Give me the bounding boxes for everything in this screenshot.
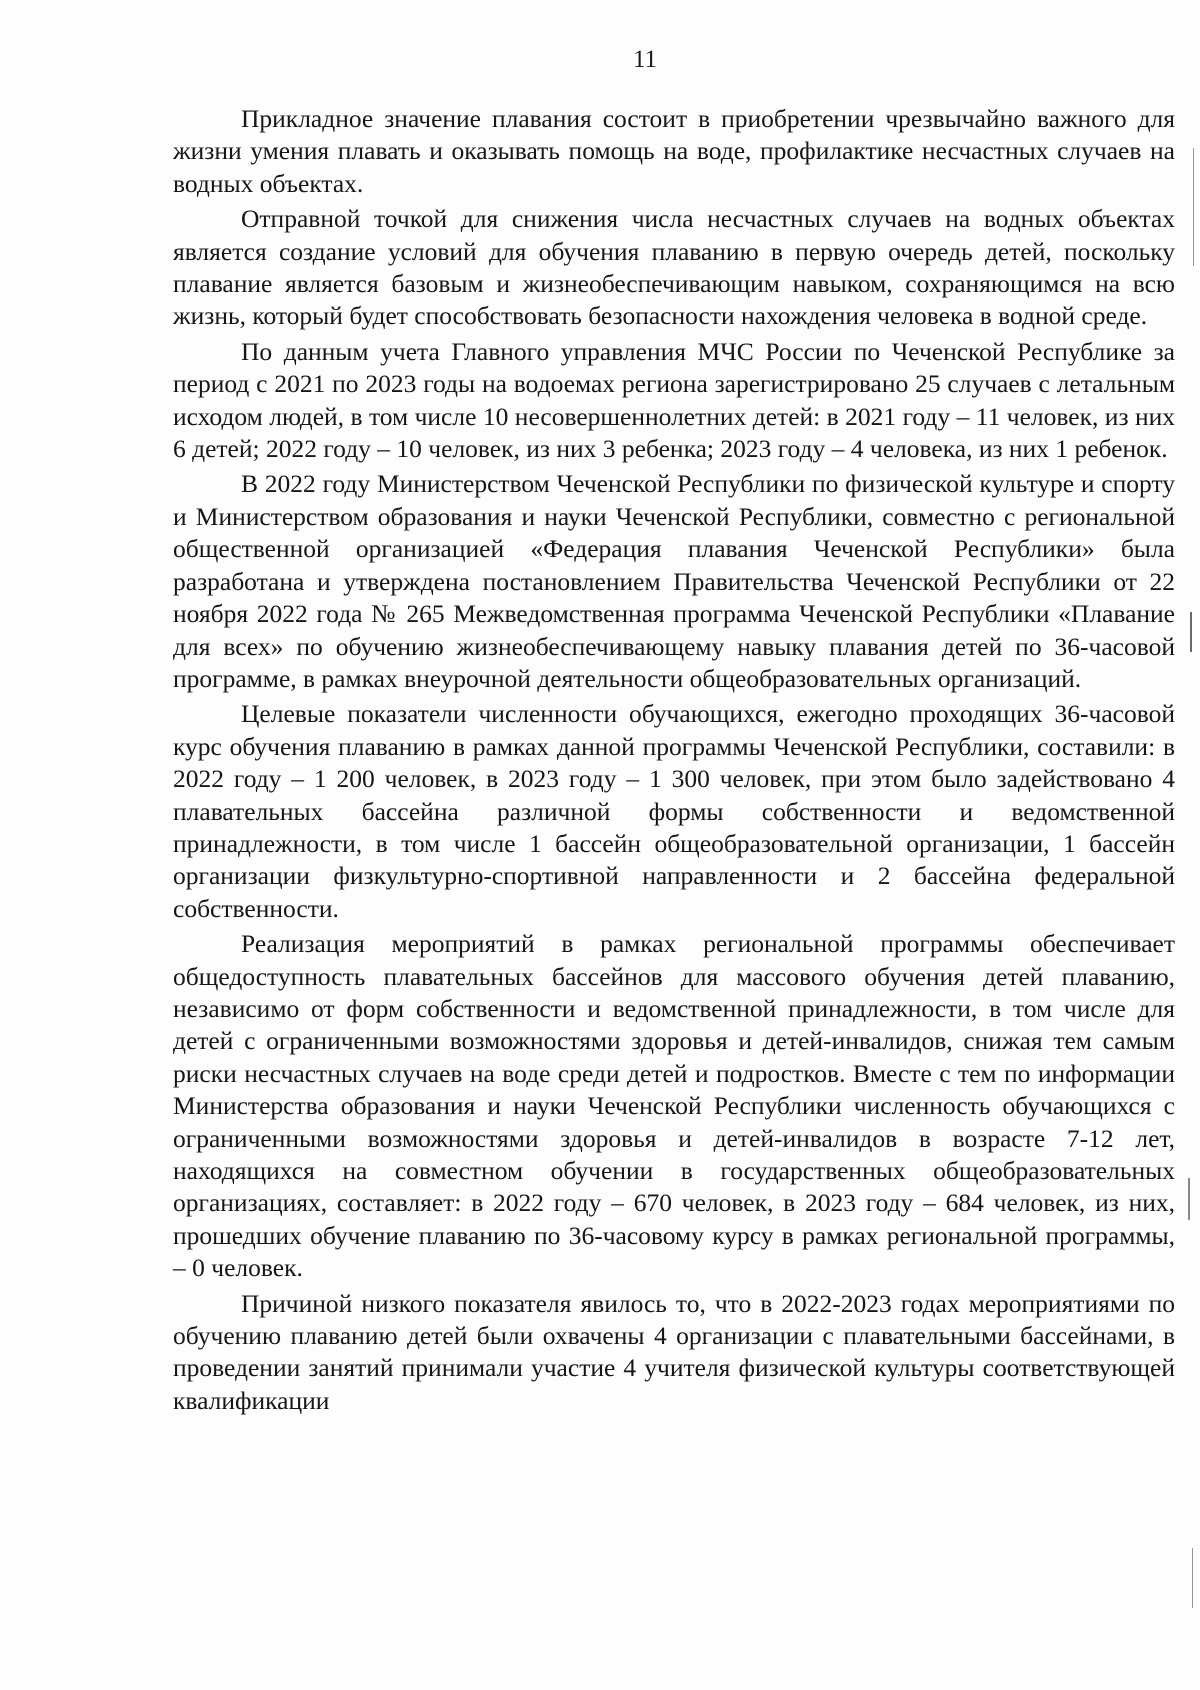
scan-artifact-line	[1193, 148, 1194, 266]
paragraph-applied-value: Прикладное значение плавания состоит в приобретении чрезвычайно важного для жизни умения плавать и оказывать помощь на воде, профилактике несчастных случаев на водных объектах.	[173, 104, 1175, 198]
page-number: 11	[632, 46, 658, 73]
paragraph-starting-point: Отправной точкой для снижения числа несчастных случаев на водных объектах является создание условий для обучения плаванию в первую очередь детей, поскольку плавание является базовым и жизнеобеспечивающим навыком, сохраняющимся на всю жизнь, который будет способствовать безопасности нахождения человека в водной среде.	[173, 204, 1175, 331]
paragraph-low-indicator-reason: Причиной низкого показателя явилось то, что в 2022-2023 годах мероприятиями по обучению плаванию детей были охвачены 4 организации с плавательными бассейнами, в проведении занятий принимали участие 4 учителя физической культуры соответствующей квалификации	[173, 1288, 1175, 1415]
paragraph-target-indicators: Целевые показатели численности обучающихся, ежегодно проходящих 36-часовой курс обучения плаванию в рамках данной программы Чеченской Республики, составили: в 2022 году – 1 200 человек, в 2023 году – 1 300 человек, при этом было задействовано 4 плавательных бассейна различной формы собственности и ведомственной принадлежности, в том числе 1 бассейн общеобразовательной организации, 1 бассейн организации физкультурно-спортивной направленности и 2 бассейна федеральной собственности.	[173, 699, 1175, 923]
paragraph-emergency-statistics: По данным учета Главного управления МЧС России по Чеченской Республике за период с 2021 по 2023 годы на водоемах региона зарегистрировано 25 случаев с летальным исходом людей, в том числе 10 несовершеннолетних детей: в 2021 году – 11 человек, из них 6 детей; 2022 году – 10 человек, из них 3 ребенка; 2023 году – 4 человека, из них 1 ребенок.	[173, 336, 1175, 464]
scan-artifact-line	[1192, 1548, 1193, 1608]
scan-artifact-line	[1190, 612, 1192, 652]
paragraph-swimming-program: В 2022 году Министерством Чеченской Республики по физической культуре и спорту и Министерством образования и науки Чеченской Республики, совместно с региональной общественной организацией «Федерация плавания Чеченской Республики» была разработана и утверждена постановлением Правительства Чеченской Республики от 22 ноября 2022 года № 265 Межведомственная программа Чеченской Республики «Плавание для всех» по обучению жизнеобеспечивающему навыку плавания детей по 36-часовой программе, в рамках внеурочной деятельности общеобразовательных организаций.	[173, 469, 1175, 693]
document-body	[173, 103, 1175, 1420]
paragraph-program-implementation: Реализация мероприятий в рамках региональной программы обеспечивает общедоступность плавательных бассейнов для массового обучения детей плаванию, независимо от форм собственности и ведомственной принадлежности, в том числе для детей с ограниченными возможностями здоровья и детей-инвалидов, снижая тем самым риски несчастных случаев на воде среди детей и подростков. Вместе с тем по информации Министерства образования и науки Чеченской Республики численность обучающихся с ограниченными возможностями здоровья и детей-инвалидов в возрасте 7-12 лет, находящихся на совместном обучении в государственных общеобразовательных организациях, составляет: в 2022 году – 670 человек, в 2023 году – 684 человек, из них, прошедших обучение плаванию по 36-часовому курсу в рамках региональной программы, – 0 человек.	[173, 929, 1175, 1283]
scan-artifact-line	[1188, 1178, 1190, 1220]
